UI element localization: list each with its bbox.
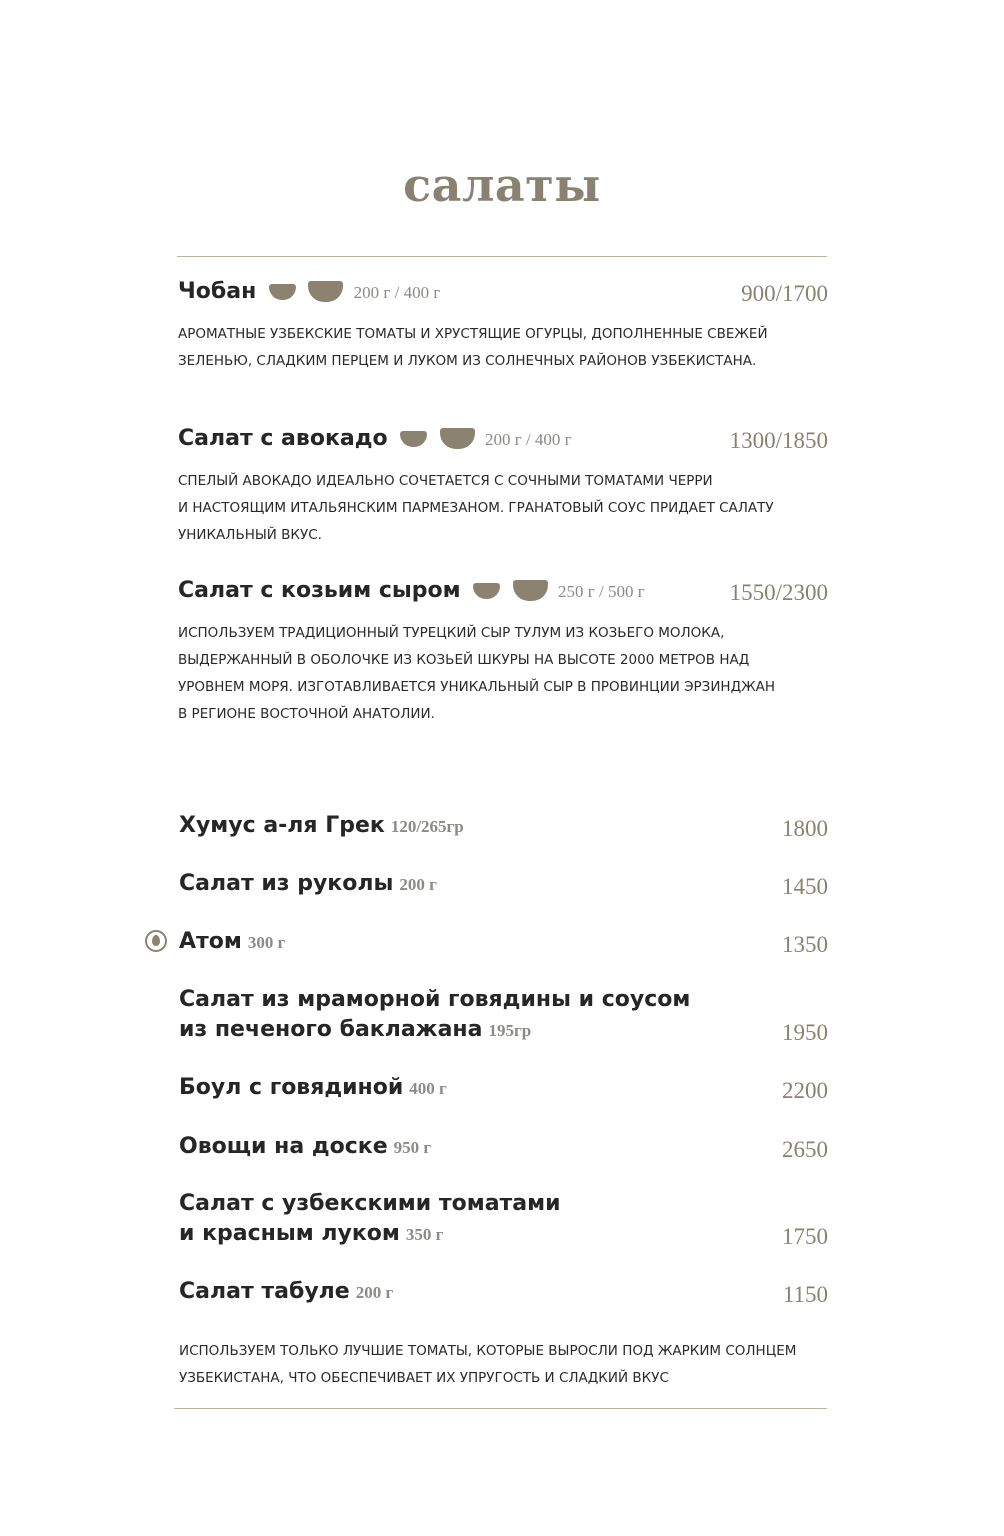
item-name-line1: Салат с узбекскими томатами — [179, 1191, 561, 1216]
item-name: Салат из руколы — [179, 871, 394, 896]
footnote — [179, 1338, 829, 1392]
bottom-divider — [174, 1408, 827, 1409]
item-name: Боул с говядиной — [179, 1075, 404, 1100]
item-header — [178, 426, 828, 460]
item-name: Овощи на доске — [179, 1134, 388, 1159]
item-weight: 350 г — [405, 1225, 444, 1244]
large-bowl-icon — [308, 281, 343, 302]
item-name: Салат с авокадо — [178, 426, 388, 451]
item-price: 1350 — [782, 932, 828, 957]
menu-item-vegetable-board — [179, 1132, 828, 1163]
large-bowl-icon — [513, 580, 548, 601]
menu-item-uzbek-tomato-salad — [179, 1189, 828, 1250]
description-line: АРОМАТНЫЕ УЗБЕКСКИЕ ТОМАТЫ И ХРУСТЯЩИЕ ОГУРЦЫ, ДОПОЛНЕННЫЕ СВЕЖЕЙ — [178, 326, 768, 342]
description-line: ЗЕЛЕНЬЮ, СЛАДКИМ ПЕРЦЕМ И ЛУКОМ ИЗ СОЛНЕЧНЫХ РАЙОНОВ УЗБЕКИСТАНА. — [178, 353, 757, 369]
item-description — [178, 321, 828, 375]
footnote-line: УЗБЕКИСТАНА, ЧТО ОБЕСПЕЧИВАЕТ ИХ УПРУГОСТЬ И СЛАДКИЙ ВКУС — [179, 1370, 669, 1386]
item-weight: 195гр — [488, 1021, 532, 1040]
item-description — [178, 468, 828, 549]
item-price: 2650 — [782, 1137, 828, 1162]
menu-item-avocado-salad — [178, 426, 828, 549]
item-price: 2200 — [782, 1078, 828, 1103]
top-divider — [177, 256, 827, 257]
item-weight: 200 г / 400 г — [353, 283, 441, 302]
item-header — [178, 578, 828, 612]
item-weight: 300 г — [247, 933, 286, 952]
small-bowl-icon — [269, 284, 296, 300]
item-name: Салат табуле — [179, 1279, 350, 1304]
menu-item-atom — [179, 927, 828, 958]
menu-item-hummus — [179, 811, 828, 842]
item-name: Салат с козьим сыром — [178, 578, 461, 603]
description-line: ИСПОЛЬЗУЕМ ТРАДИЦИОННЫЙ ТУРЕЦКИЙ СЫР ТУЛУМ ИЗ КОЗЬЕГО МОЛОКА, — [178, 625, 725, 641]
menu-item-marbled-beef-salad — [179, 985, 828, 1046]
item-price: 1150 — [782, 1282, 828, 1307]
item-price: 1800 — [782, 816, 828, 841]
item-price: 1300/1850 — [729, 428, 828, 453]
menu-item-tabbouleh — [179, 1277, 828, 1308]
small-bowl-icon — [400, 431, 427, 447]
item-name-line1: Салат из мраморной говядины и соусом — [179, 987, 691, 1012]
description-line: УНИКАЛЬНЫЙ ВКУС. — [178, 527, 322, 543]
footnote-line: ИСПОЛЬЗУЕМ ТОЛЬКО ЛУЧШИЕ ТОМАТЫ, КОТОРЫЕ ВЫРОСЛИ ПОД ЖАРКИМ СОЛНЦЕМ — [179, 1343, 797, 1359]
large-bowl-icon — [440, 428, 475, 449]
item-name: из печеного баклажана — [179, 1017, 483, 1042]
item-weight: 120/265гр — [390, 817, 464, 836]
item-weight: 250 г / 500 г — [558, 582, 645, 601]
item-name: Атом — [179, 929, 242, 954]
item-price: 1550/2300 — [729, 580, 828, 605]
menu-item-choban — [178, 279, 828, 375]
item-weight: 200 г — [355, 1283, 394, 1302]
menu-item-arugula-salad — [179, 869, 828, 900]
small-bowl-icon — [473, 583, 500, 599]
spicy-icon — [145, 930, 167, 952]
menu-item-goat-cheese-salad — [178, 578, 828, 728]
item-price: 1450 — [782, 874, 828, 899]
item-price: 1950 — [782, 1020, 828, 1045]
item-name: Хумус а-ля Грек — [179, 813, 385, 838]
menu-item-beef-bowl — [179, 1073, 828, 1104]
description-line: В РЕГИОНЕ ВОСТОЧНОЙ АНАТОЛИИ. — [178, 706, 435, 722]
description-line: ВЫДЕРЖАННЫЙ В ОБОЛОЧКЕ ИЗ КОЗЬЕЙ ШКУРЫ НА ВЫСОТЕ 2000 МЕТРОВ НАД — [178, 652, 750, 668]
item-header — [178, 279, 828, 313]
item-price: 900/1700 — [741, 281, 828, 306]
item-name: Чобан — [178, 279, 257, 304]
item-price: 1750 — [782, 1224, 828, 1249]
description-line: УРОВНЕМ МОРЯ. ИЗГОТАВЛИВАЕТСЯ УНИКАЛЬНЫЙ СЫР В ПРОВИНЦИИ ЭРЗИНДЖАН — [178, 679, 776, 695]
item-weight: 950 г — [393, 1138, 432, 1157]
item-name: и красным луком — [179, 1221, 400, 1246]
description-line: СПЕЛЫЙ АВОКАДО ИДЕАЛЬНО СОЧЕТАЕТСЯ С СОЧНЫМИ ТОМАТАМИ ЧЕРРИ — [178, 473, 713, 489]
item-weight: 200 г / 400 г — [484, 430, 572, 449]
item-description — [178, 620, 828, 728]
item-weight: 400 г — [409, 1079, 447, 1098]
item-weight: 200 г — [399, 875, 437, 894]
description-line: И НАСТОЯЩИМ ИТАЛЬЯНСКИМ ПАРМЕЗАНОМ. ГРАНАТОВЫЙ СОУС ПРИДАЕТ САЛАТУ — [178, 500, 774, 516]
page-title: салаты — [403, 158, 601, 212]
